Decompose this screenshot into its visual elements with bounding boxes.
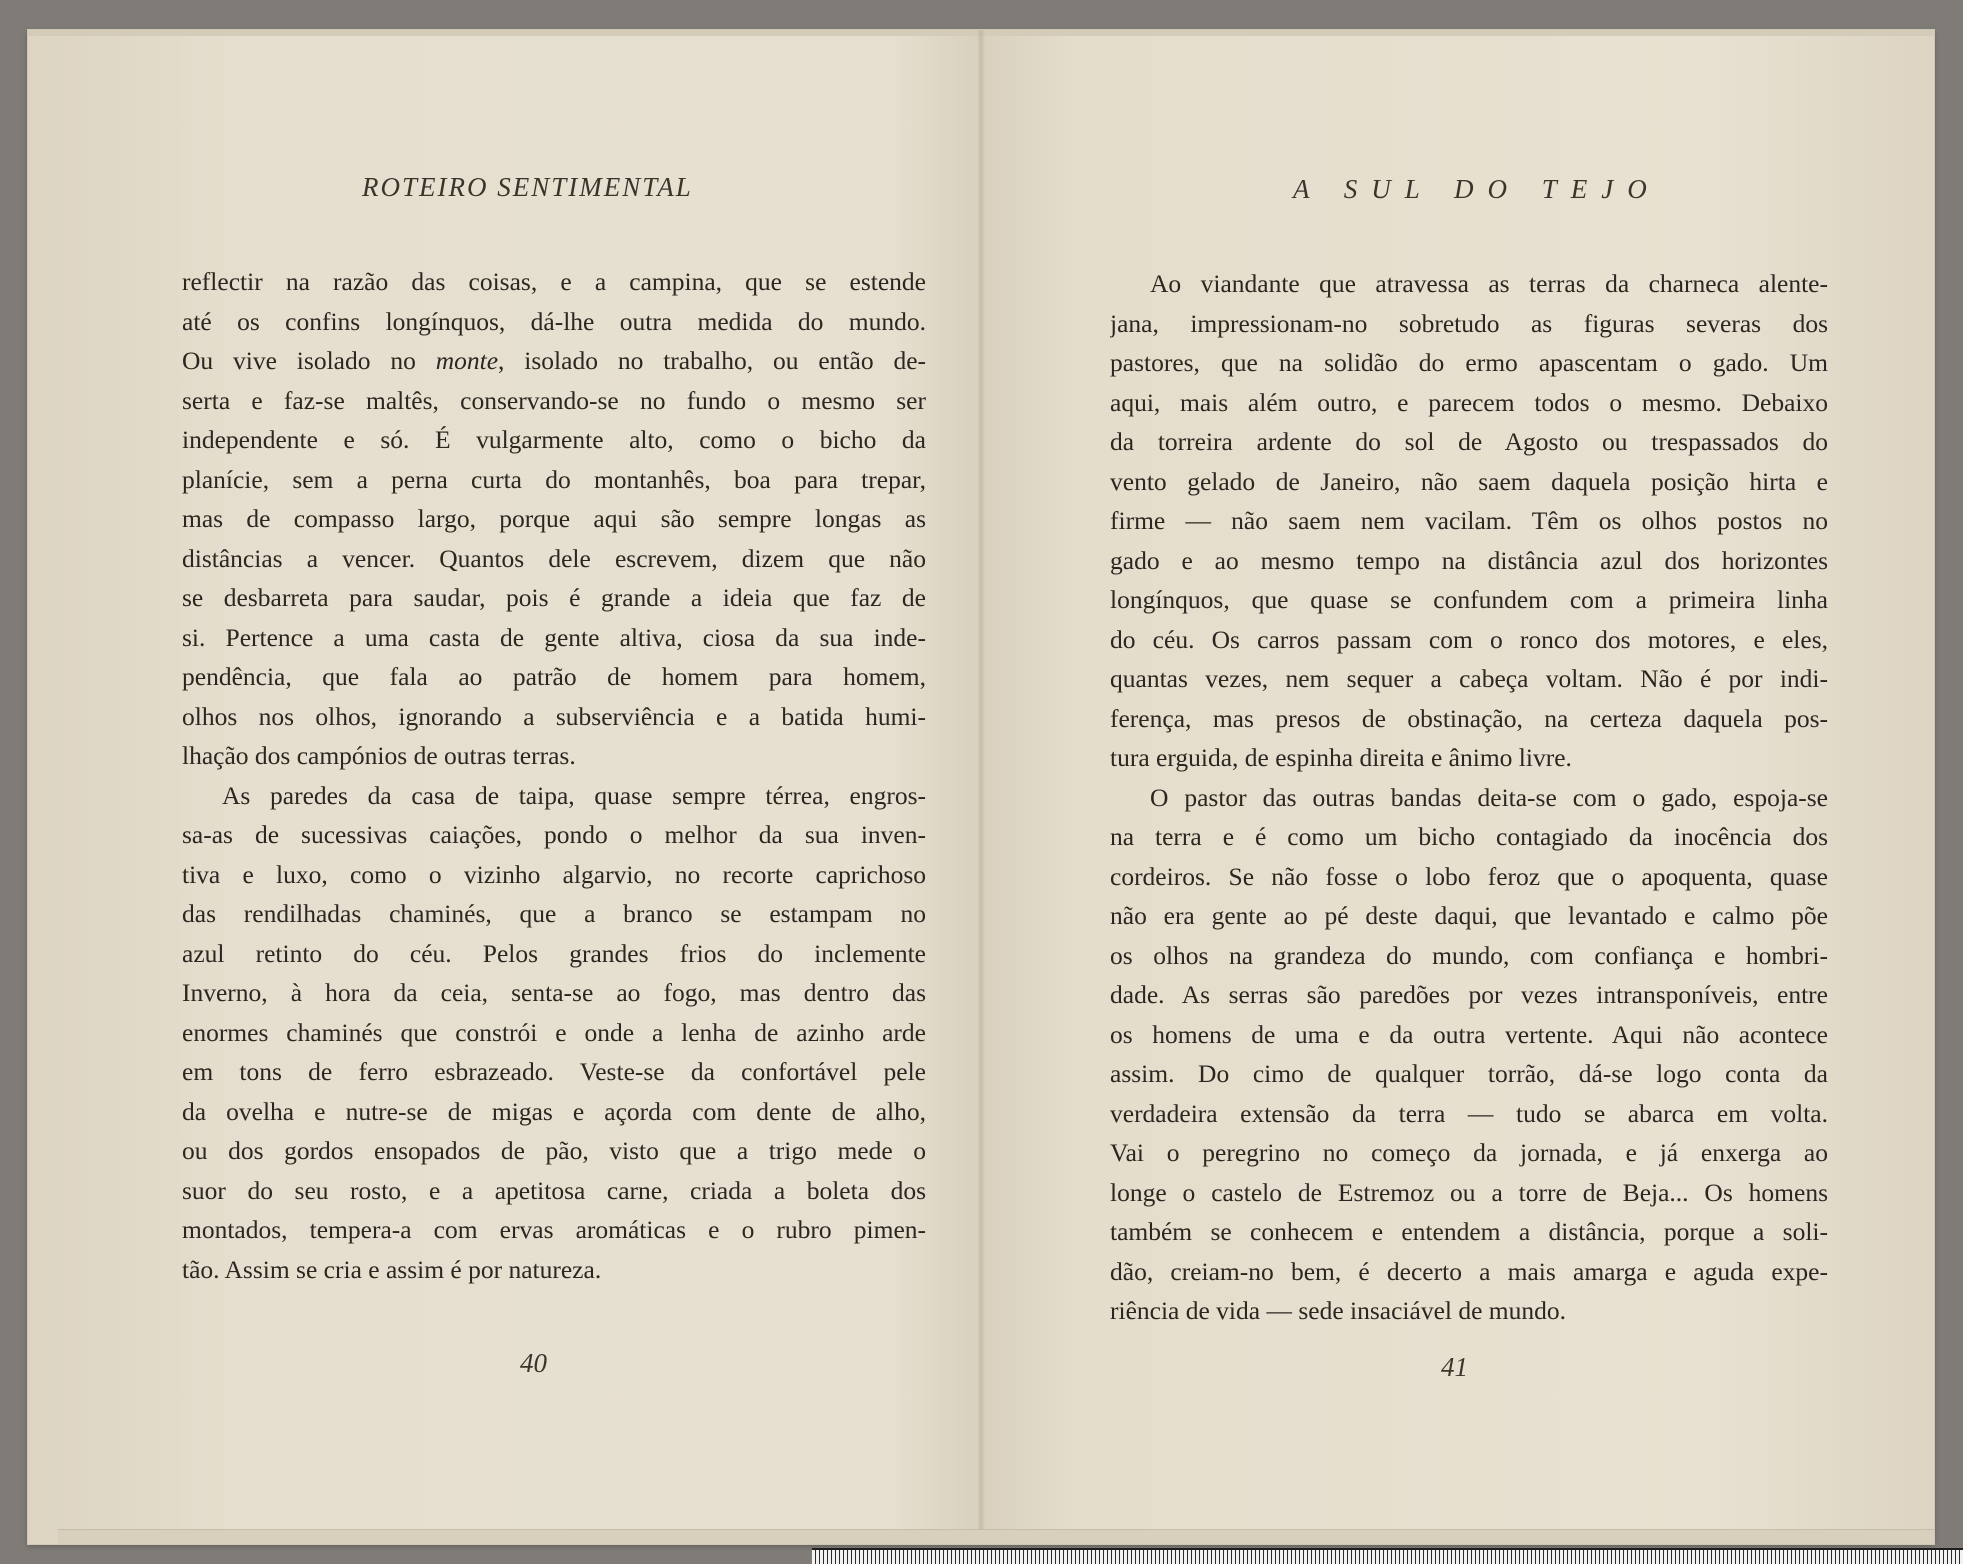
text-run: enormes chaminés que constrói e onde a lenha de azinho arde	[182, 1017, 926, 1047]
text-run: longe o castelo de Estremoz ou a torre de Beja... Os homens	[1110, 1177, 1828, 1207]
text-run: Vai o peregrino no começo da jornada, e já enxerga ao	[1110, 1138, 1828, 1167]
text-line	[182, 262, 926, 302]
text-run: O pastor das outras bandas deita-se com o gado, espoja-se	[1150, 782, 1828, 812]
text-run: em tons de ferro esbrazeado. Veste-se da confortável pele	[182, 1057, 926, 1086]
text-run: As paredes da casa de taipa, quase sempre térrea, engros-	[222, 780, 926, 810]
text-run: aqui, mais além outro, e parecem todos o mesmo. Debaixo	[1110, 387, 1828, 417]
text-line	[1110, 699, 1828, 739]
text-line	[182, 776, 926, 816]
text-line	[182, 697, 926, 737]
text-run: assim. Do cimo de qualquer torrão, dá-se logo conta da	[1110, 1059, 1828, 1088]
text-run: ou dos gordos ensopados de pão, visto que a trigo mede o	[182, 1136, 926, 1165]
text-run: se desbarreta para saudar, pois é grande a ideia que faz de	[182, 583, 926, 612]
text-run: planície, sem a perna curta do montanhês, boa para trepar,	[182, 464, 926, 494]
text-run: firme — não saem nem vacilam. Têm os olhos postos no	[1110, 506, 1828, 535]
text-line	[1110, 975, 1828, 1015]
text-run: os olhos na grandeza do mundo, com confiança e hombri-	[1110, 940, 1828, 970]
text-line	[182, 657, 926, 697]
text-run: também se conhecem e entendem a distância, porque a soli-	[1110, 1217, 1828, 1246]
right-text-block	[1110, 264, 1828, 1331]
text-line	[182, 1171, 926, 1211]
right-page	[985, 30, 1934, 1530]
text-run: das rendilhadas chaminés, que a branco se estampam no	[182, 899, 926, 928]
text-line	[1110, 896, 1828, 936]
text-run: azul retinto do céu. Pelos grandes frios do inclemente	[182, 938, 926, 968]
paragraph	[1110, 778, 1828, 1331]
text-line	[1110, 817, 1828, 857]
text-line	[1110, 383, 1828, 423]
text-line	[1110, 1212, 1828, 1252]
text-run: distâncias a vencer. Quantos dele escrevem, dizem que não	[182, 543, 926, 573]
text-line	[1110, 1291, 1828, 1331]
text-run: montados, tempera-a com ervas aromáticas e o rubro pimen-	[182, 1215, 926, 1244]
text-run: não era gente ao pé deste daqui, que levantado e calmo põe	[1110, 901, 1828, 930]
text-line	[182, 341, 926, 381]
italic-word: monte	[435, 346, 499, 375]
text-line	[1110, 936, 1828, 976]
text-line	[182, 420, 926, 460]
text-run: verdadeira extensão da terra — tudo se abarca em volta.	[1110, 1098, 1828, 1128]
text-line	[182, 539, 926, 579]
text-line	[182, 578, 926, 618]
text-run: pendência, que fala ao patrão de homem para homem,	[182, 662, 926, 691]
text-line	[1110, 462, 1828, 502]
text-run: dade. As serras são paredões por vezes intransponíveis, entre	[1110, 980, 1828, 1009]
right-running-head: A SUL DO TEJO	[1293, 174, 1661, 204]
text-run: , isolado no trabalho, ou então de-	[498, 346, 926, 375]
text-line	[1110, 264, 1828, 304]
text-line	[1110, 1133, 1828, 1173]
page-bottom-edge	[58, 1529, 1934, 1544]
text-line	[1110, 541, 1828, 581]
text-line	[182, 855, 926, 895]
text-line	[1110, 738, 1828, 778]
text-run: lhação dos campónios de outras terras.	[182, 741, 576, 770]
text-run: cordeiros. Se não fosse o lobo feroz que o apoquenta, quase	[1110, 861, 1828, 891]
paragraph	[182, 262, 926, 776]
text-line	[1110, 501, 1828, 541]
text-run: na terra e é como um bicho contagiado da inocência dos	[1110, 822, 1828, 851]
text-line	[1110, 659, 1828, 699]
left-running-head: ROTEIRO SENTIMENTAL	[362, 172, 693, 202]
text-run: longínquos, que quase se confundem com a primeira linha	[1110, 585, 1828, 614]
text-run: tão. Assim se cria e assim é por natureza.	[182, 1254, 602, 1284]
paragraph	[1110, 264, 1828, 778]
text-line	[182, 1013, 926, 1053]
text-line	[182, 894, 926, 934]
text-run: reflectir na razão das coisas, e a campina, que se estende	[182, 267, 926, 296]
text-line	[1110, 1015, 1828, 1055]
text-run: da ovelha e nutre-se de migas e açorda com dente de alho,	[182, 1096, 926, 1126]
left-text-block	[182, 262, 926, 1289]
left-page-number: 40	[520, 1348, 547, 1378]
right-page-number: 41	[1441, 1352, 1468, 1382]
text-line	[182, 736, 926, 776]
text-run: jana, impressionam-no sobretudo as figuras severas dos	[1110, 308, 1828, 338]
text-run: do céu. Os carros passam com o ronco dos motores, e eles,	[1110, 624, 1828, 654]
text-run: da torreira ardente do sol de Agosto ou trespassados do	[1110, 427, 1828, 456]
text-run: gado e ao mesmo tempo na distância azul dos horizontes	[1110, 545, 1828, 575]
text-run: ferença, mas presos de obstinação, na certeza daquela pos-	[1110, 703, 1828, 733]
text-line	[1110, 620, 1828, 660]
text-run: tiva e luxo, como o vizinho algarvio, no recorte caprichoso	[182, 859, 926, 889]
text-line	[182, 460, 926, 500]
text-line	[1110, 422, 1828, 462]
text-line	[182, 1250, 926, 1290]
text-line	[182, 302, 926, 342]
text-line	[1110, 304, 1828, 344]
text-run: mas de compasso largo, porque aqui são sempre longas as	[182, 504, 926, 533]
text-line	[182, 1131, 926, 1171]
text-run: dão, creiam-no bem, é decerto a mais amarga e aguda expe-	[1110, 1256, 1828, 1286]
text-run: olhos nos olhos, ignorando a subserviência e a batida humi-	[182, 701, 926, 731]
text-run: os homens de uma e da outra vertente. Aqui não acontece	[1110, 1019, 1828, 1049]
text-run: Ou vive isolado no	[182, 346, 436, 375]
text-run: sa-as de sucessivas caiações, pondo o melhor da sua inven-	[182, 820, 926, 849]
text-run: si. Pertence a uma casta de gente altiva, ciosa da sua inde-	[182, 622, 926, 652]
paragraph	[182, 776, 926, 1290]
text-run: até os confins longínquos, dá-lhe outra medida do mundo.	[182, 306, 926, 336]
text-line	[182, 499, 926, 539]
text-line	[1110, 857, 1828, 897]
text-run: serta e faz-se maltês, conservando-se no fundo o mesmo ser	[182, 385, 926, 415]
text-line	[182, 1052, 926, 1092]
text-run: suor do seu rosto, e a apetitosa carne, criada a boleta dos	[182, 1175, 926, 1205]
text-line	[182, 1092, 926, 1132]
text-run: vento gelado de Janeiro, não saem daquela posição hirta e	[1110, 466, 1828, 496]
text-run: quantas vezes, nem sequer a cabeça voltam. Não é por indi-	[1110, 664, 1828, 693]
text-line	[1110, 1094, 1828, 1134]
text-line	[1110, 778, 1828, 818]
text-run: riência de vida — sede insaciável de mundo.	[1110, 1296, 1566, 1325]
text-line	[182, 381, 926, 421]
text-line	[182, 1210, 926, 1250]
text-line	[1110, 343, 1828, 383]
book-spread	[28, 30, 1934, 1544]
text-run: independente e só. É vulgarmente alto, como o bicho da	[182, 425, 926, 454]
text-line	[182, 934, 926, 974]
left-page	[28, 30, 980, 1530]
text-run: Inverno, à hora da ceia, senta-se ao fogo, mas dentro das	[182, 978, 926, 1007]
text-line	[182, 973, 926, 1013]
text-line	[182, 618, 926, 658]
text-line	[1110, 580, 1828, 620]
text-line	[1110, 1173, 1828, 1213]
text-line	[1110, 1054, 1828, 1094]
text-run: pastores, que na solidão do ermo apascentam o gado. Um	[1110, 348, 1828, 377]
text-line	[182, 815, 926, 855]
text-run: Ao viandante que atravessa as terras da charneca alente-	[1150, 269, 1828, 298]
text-line	[1110, 1252, 1828, 1292]
text-run: tura erguida, de espinha direita e ânimo livre.	[1110, 743, 1572, 772]
